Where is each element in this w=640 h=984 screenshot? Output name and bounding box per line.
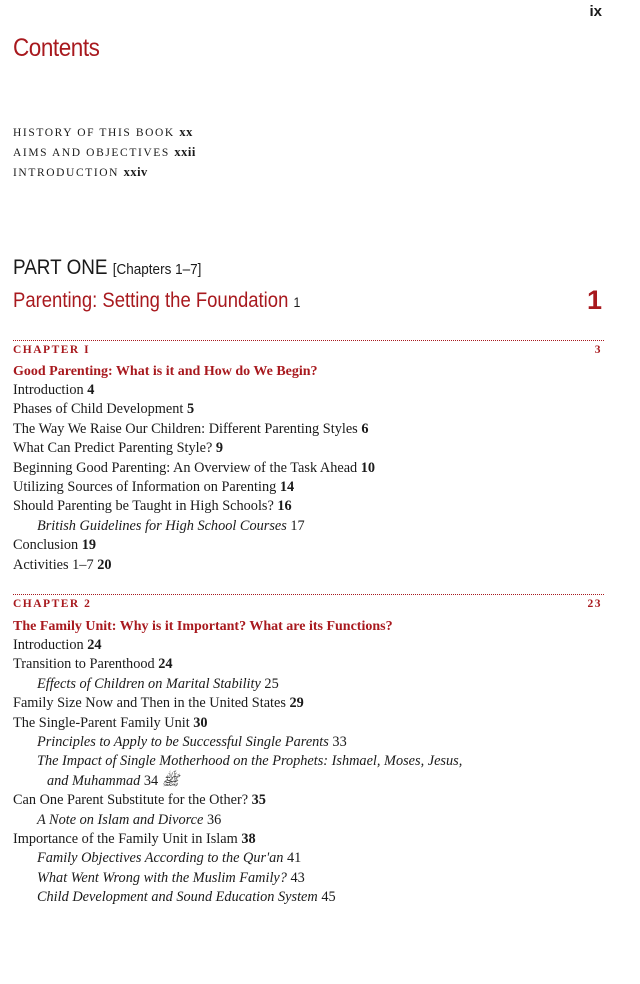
chapter-header bbox=[13, 598, 602, 610]
toc-entry[interactable]: Beginning Good Parenting: An Overview of the Task Ahead 10 bbox=[13, 459, 376, 476]
chapter-title[interactable]: The Family Unit: Why is it Important? What are its Functions? bbox=[13, 619, 393, 634]
part-title[interactable]: Parenting: Setting the Foundation 1 bbox=[13, 289, 301, 312]
chapter-label: CHAPTER 2 bbox=[13, 598, 92, 610]
toc-subentry[interactable]: A Note on Islam and Divorce 36 bbox=[37, 811, 222, 828]
part-label: PART ONE bbox=[13, 256, 108, 279]
toc-subentry[interactable]: What Went Wrong with the Muslim Family? 43 bbox=[37, 869, 305, 886]
chapter-entries bbox=[13, 381, 610, 575]
toc-entry[interactable]: Should Parenting be Taught in High Schools? 16 bbox=[13, 498, 292, 515]
part-heading bbox=[13, 256, 201, 280]
toc-subentry[interactable]: The Impact of Single Motherhood on the Prophets: Ishmael, Moses, Jesus, bbox=[37, 753, 463, 770]
part-range: [Chapters 1–7] bbox=[112, 261, 202, 278]
toc-entry[interactable]: Introduction 4 bbox=[13, 382, 95, 398]
chapter-label: CHAPTER I bbox=[13, 344, 91, 356]
part-big-number: 1 bbox=[586, 285, 602, 315]
toc-subentry-continued[interactable]: and Muhammad ﷺ 34 bbox=[47, 772, 180, 789]
chapter-title[interactable]: Good Parenting: What is it and How do We Begin? bbox=[13, 364, 318, 379]
toc-entry[interactable]: Conclusion 19 bbox=[13, 537, 97, 554]
toc-entry[interactable]: The Way We Raise Our Children: Different Parenting Styles 6 bbox=[13, 420, 369, 437]
toc-entry[interactable]: Introduction 24 bbox=[13, 637, 102, 653]
toc-subentry[interactable]: Principles to Apply to be Successful Single Parents 33 bbox=[37, 734, 347, 751]
chapter-entries bbox=[13, 636, 610, 908]
toc-entry[interactable]: Can One Parent Substitute for the Other? 35 bbox=[13, 792, 266, 809]
page-title: Contents bbox=[13, 34, 100, 62]
toc-entry[interactable]: Activities 1–7 20 bbox=[13, 556, 112, 573]
front-matter-item[interactable]: AIMS AND OBJECTIVES xxii bbox=[13, 145, 196, 159]
toc-entry[interactable]: Importance of the Family Unit in Islam 38 bbox=[13, 831, 256, 848]
chapter-divider bbox=[13, 340, 604, 341]
toc-subentry[interactable]: Family Objectives According to the Qur'an 41 bbox=[37, 850, 302, 867]
toc-entry[interactable]: Phases of Child Development 5 bbox=[13, 401, 195, 418]
front-matter-item[interactable]: HISTORY OF THIS BOOK xx bbox=[13, 125, 193, 139]
page-number: ix bbox=[589, 3, 602, 20]
part-title-page: 1 bbox=[293, 294, 301, 310]
toc-subentry[interactable]: Child Development and Sound Education System 45 bbox=[37, 889, 336, 906]
toc-entry[interactable]: Utilizing Sources of Information on Parenting 14 bbox=[13, 479, 295, 496]
toc-subentry[interactable]: Effects of Children on Marital Stability 25 bbox=[37, 675, 279, 692]
toc-entry[interactable]: Family Size Now and Then in the United States 29 bbox=[13, 695, 304, 712]
toc-entry[interactable]: Transition to Parenthood 24 bbox=[13, 656, 173, 673]
front-matter-item[interactable]: INTRODUCTION xxiv bbox=[13, 165, 148, 179]
chapter-page: 23 bbox=[587, 598, 602, 610]
toc-entry[interactable]: The Single-Parent Family Unit 30 bbox=[13, 714, 208, 731]
toc-entry[interactable]: What Can Predict Parenting Style? 9 bbox=[13, 440, 224, 457]
toc-subentry[interactable]: British Guidelines for High School Courses 17 bbox=[37, 517, 305, 534]
chapter-header bbox=[13, 344, 602, 356]
chapter-divider bbox=[13, 594, 604, 595]
chapter-page: 3 bbox=[594, 344, 602, 356]
front-matter-list bbox=[13, 123, 196, 183]
